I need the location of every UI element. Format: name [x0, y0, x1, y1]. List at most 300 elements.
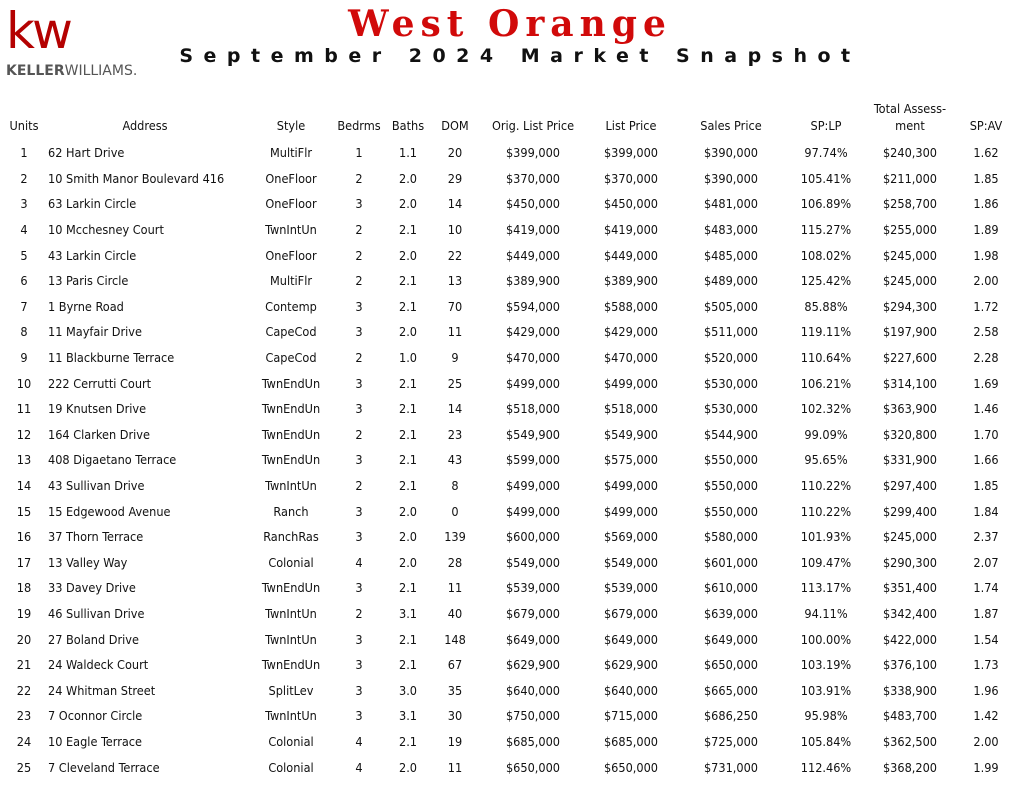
cell-list-price: $399,000	[603, 145, 659, 161]
cell-list-price: $470,000	[603, 350, 659, 366]
cell-style: Colonial	[268, 759, 314, 775]
cell-style: SplitLev	[268, 682, 314, 698]
header-baths: Baths	[391, 118, 425, 133]
cell-sp-lp: 99.09%	[804, 426, 848, 442]
cell-list-price: $429,000	[603, 324, 659, 340]
cell-list-price: $450,000	[603, 196, 659, 212]
cell-list-price: $499,000	[603, 503, 659, 519]
cell-baths: 2.1	[398, 580, 417, 596]
cell-bedrms: 1	[355, 145, 363, 161]
cell-unit: 10	[16, 375, 32, 391]
cell-style: RanchRas	[263, 529, 319, 545]
cell-sales-price: $489,000	[703, 273, 759, 289]
cell-sp-av: 1.62	[973, 145, 999, 161]
cell-baths: 2.0	[398, 324, 417, 340]
cell-dom: 148	[444, 631, 466, 647]
cell-orig-list-price: $470,000	[505, 350, 561, 366]
cell-address: 408 Digaetano Terrace	[48, 452, 177, 468]
cell-address: 11 Mayfair Drive	[48, 324, 142, 340]
cell-style: TwnIntUn	[265, 708, 317, 724]
cell-unit: 4	[20, 222, 28, 238]
cell-total-assessment: $258,700	[882, 196, 938, 212]
cell-sp-av: 1.89	[973, 222, 999, 238]
cell-total-assessment: $483,700	[882, 708, 938, 724]
cell-bedrms: 3	[355, 196, 363, 212]
cell-sales-price: $650,000	[703, 657, 759, 673]
header-units: Units	[9, 118, 39, 133]
cell-total-assessment: $376,100	[882, 657, 938, 673]
cell-bedrms: 3	[355, 657, 363, 673]
cell-dom: 14	[447, 401, 463, 417]
table-header-row	[6, 94, 1016, 140]
cell-orig-list-price: $600,000	[505, 529, 561, 545]
table-row	[6, 729, 1016, 755]
keller-williams-logo	[6, 2, 146, 79]
cell-list-price: $370,000	[603, 170, 659, 186]
cell-style: TwnEndUn	[261, 401, 321, 417]
table-row	[6, 166, 1016, 192]
header-sp-av: SP:AV	[969, 118, 1003, 133]
cell-style: OneFloor	[265, 196, 317, 212]
header-orig-list-price: Orig. List Price	[491, 118, 575, 133]
cell-sales-price: $511,000	[703, 324, 759, 340]
cell-bedrms: 2	[355, 426, 363, 442]
cell-unit: 22	[16, 682, 32, 698]
cell-unit: 13	[16, 452, 32, 468]
cell-baths: 2.0	[398, 529, 417, 545]
cell-orig-list-price: $594,000	[505, 298, 561, 314]
cell-style: TwnEndUn	[261, 452, 321, 468]
cell-address: 37 Thorn Terrace	[48, 529, 144, 545]
cell-address: 13 Valley Way	[48, 554, 128, 570]
cell-sp-lp: 103.19%	[800, 657, 852, 673]
cell-orig-list-price: $429,000	[505, 324, 561, 340]
cell-sales-price: $390,000	[703, 170, 759, 186]
cell-dom: 25	[447, 375, 463, 391]
cell-sp-lp: 110.64%	[800, 350, 852, 366]
cell-sales-price: $483,000	[703, 222, 759, 238]
cell-orig-list-price: $750,000	[505, 708, 561, 724]
table-row	[6, 242, 1016, 268]
table-row	[6, 550, 1016, 576]
cell-sales-price: $639,000	[703, 605, 759, 621]
cell-address: 222 Cerrutti Court	[48, 375, 152, 391]
cell-address: 27 Boland Drive	[48, 631, 139, 647]
table-row	[6, 498, 1016, 524]
cell-sp-av: 1.84	[973, 503, 999, 519]
cell-dom: 70	[447, 298, 463, 314]
cell-sp-av: 2.58	[973, 324, 999, 340]
cell-sales-price: $665,000	[703, 682, 759, 698]
table-row	[6, 473, 1016, 499]
cell-total-assessment: $422,000	[882, 631, 938, 647]
cell-list-price: $419,000	[603, 222, 659, 238]
cell-dom: 9	[451, 350, 459, 366]
cell-style: Ranch	[273, 503, 309, 519]
cell-sp-lp: 95.98%	[804, 708, 848, 724]
cell-list-price: $499,000	[603, 375, 659, 391]
cell-sp-av: 1.96	[973, 682, 999, 698]
cell-address: 10 Mcchesney Court	[48, 222, 164, 238]
cell-sp-lp: 109.47%	[800, 554, 852, 570]
cell-orig-list-price: $685,000	[505, 733, 561, 749]
cell-list-price: $685,000	[603, 733, 659, 749]
cell-sales-price: $550,000	[703, 503, 759, 519]
cell-address: 43 Sullivan Drive	[48, 478, 145, 494]
cell-sales-price: $550,000	[703, 478, 759, 494]
table-row	[6, 396, 1016, 422]
cell-sp-lp: 85.88%	[804, 298, 848, 314]
cell-sp-lp: 110.22%	[800, 503, 852, 519]
cell-unit: 24	[16, 733, 32, 749]
cell-baths: 2.0	[398, 247, 417, 263]
cell-bedrms: 2	[355, 222, 363, 238]
page-subtitle: September 2024 Market Snapshot	[179, 45, 861, 67]
cell-unit: 8	[20, 324, 28, 340]
cell-baths: 2.1	[398, 657, 417, 673]
cell-sp-lp: 110.22%	[800, 478, 852, 494]
cell-unit: 21	[16, 657, 32, 673]
cell-orig-list-price: $629,900	[505, 657, 561, 673]
cell-address: 11 Blackburne Terrace	[48, 350, 175, 366]
cell-sp-av: 1.70	[973, 426, 999, 442]
header-sales-price: Sales Price	[700, 118, 762, 133]
cell-address: 10 Smith Manor Boulevard 416	[48, 170, 225, 186]
table-row	[6, 754, 1016, 780]
cell-style: MultiFlr	[269, 273, 313, 289]
cell-sp-lp: 106.21%	[800, 375, 852, 391]
cell-dom: 35	[447, 682, 463, 698]
cell-style: Contemp	[265, 298, 317, 314]
cell-sp-av: 1.69	[973, 375, 999, 391]
cell-style: Colonial	[268, 733, 314, 749]
cell-dom: 0	[451, 503, 459, 519]
cell-total-assessment: $294,300	[882, 298, 938, 314]
cell-address: 164 Clarken Drive	[48, 426, 150, 442]
cell-baths: 2.1	[398, 298, 417, 314]
cell-address: 24 Waldeck Court	[48, 657, 149, 673]
cell-total-assessment: $363,900	[882, 401, 938, 417]
cell-sp-av: 1.54	[973, 631, 999, 647]
cell-address: 43 Larkin Circle	[48, 247, 137, 263]
cell-unit: 23	[16, 708, 32, 724]
cell-address: 15 Edgewood Avenue	[48, 503, 171, 519]
cell-bedrms: 3	[355, 631, 363, 647]
cell-sp-av: 1.87	[973, 605, 999, 621]
cell-bedrms: 3	[355, 298, 363, 314]
cell-total-assessment: $314,100	[882, 375, 938, 391]
cell-total-assessment: $368,200	[882, 759, 938, 775]
cell-style: TwnEndUn	[261, 426, 321, 442]
table-row	[6, 319, 1016, 345]
cell-orig-list-price: $549,000	[505, 554, 561, 570]
cell-list-price: $549,000	[603, 554, 659, 570]
table-row	[6, 217, 1016, 243]
cell-dom: 23	[447, 426, 463, 442]
cell-baths: 2.0	[398, 554, 417, 570]
cell-dom: 10	[447, 222, 463, 238]
cell-sp-lp: 113.17%	[800, 580, 852, 596]
cell-unit: 5	[20, 247, 28, 263]
cell-total-assessment: $299,400	[882, 503, 938, 519]
cell-list-price: $518,000	[603, 401, 659, 417]
cell-address: 33 Davey Drive	[48, 580, 136, 596]
cell-style: TwnEndUn	[261, 580, 321, 596]
cell-bedrms: 2	[355, 247, 363, 263]
header-sp-lp: SP:LP	[810, 118, 842, 133]
cell-orig-list-price: $499,000	[505, 478, 561, 494]
table-row	[6, 140, 1016, 166]
cell-list-price: $588,000	[603, 298, 659, 314]
cell-total-assessment: $255,000	[882, 222, 938, 238]
cell-style: TwnIntUn	[265, 478, 317, 494]
cell-baths: 2.1	[398, 222, 417, 238]
cell-sp-lp: 100.00%	[800, 631, 852, 647]
cell-sp-av: 2.00	[973, 733, 999, 749]
cell-bedrms: 4	[355, 554, 363, 570]
table-row	[6, 601, 1016, 627]
table-row	[6, 677, 1016, 703]
cell-dom: 40	[447, 605, 463, 621]
cell-address: 46 Sullivan Drive	[48, 605, 145, 621]
table-row	[6, 447, 1016, 473]
cell-baths: 2.1	[398, 401, 417, 417]
table-row	[6, 652, 1016, 678]
cell-unit: 15	[16, 503, 32, 519]
cell-bedrms: 3	[355, 401, 363, 417]
cell-sales-price: $725,000	[703, 733, 759, 749]
cell-sales-price: $686,250	[703, 708, 759, 724]
cell-orig-list-price: $650,000	[505, 759, 561, 775]
cell-sp-lp: 103.91%	[800, 682, 852, 698]
cell-list-price: $575,000	[603, 452, 659, 468]
cell-sp-lp: 119.11%	[800, 324, 852, 340]
cell-dom: 22	[447, 247, 463, 263]
cell-list-price: $389,900	[603, 273, 659, 289]
cell-unit: 18	[16, 580, 32, 596]
cell-baths: 2.0	[398, 759, 417, 775]
cell-baths: 3.1	[398, 605, 417, 621]
cell-total-assessment: $331,900	[882, 452, 938, 468]
cell-style: TwnIntUn	[265, 222, 317, 238]
cell-dom: 19	[447, 733, 463, 749]
cell-sales-price: $481,000	[703, 196, 759, 212]
cell-bedrms: 3	[355, 682, 363, 698]
cell-orig-list-price: $399,000	[505, 145, 561, 161]
cell-orig-list-price: $679,000	[505, 605, 561, 621]
cell-sp-lp: 112.46%	[800, 759, 852, 775]
cell-bedrms: 2	[355, 350, 363, 366]
cell-dom: 11	[447, 324, 463, 340]
cell-sp-av: 1.72	[973, 298, 999, 314]
cell-baths: 2.1	[398, 733, 417, 749]
table-row	[6, 294, 1016, 320]
cell-sp-av: 1.86	[973, 196, 999, 212]
cell-dom: 14	[447, 196, 463, 212]
cell-sales-price: $520,000	[703, 350, 759, 366]
cell-total-assessment: $351,400	[882, 580, 938, 596]
cell-orig-list-price: $499,000	[505, 503, 561, 519]
header-bedrms: Bedrms	[337, 118, 381, 133]
cell-bedrms: 4	[355, 733, 363, 749]
cell-list-price: $715,000	[603, 708, 659, 724]
cell-total-assessment: $362,500	[882, 733, 938, 749]
cell-orig-list-price: $549,900	[505, 426, 561, 442]
cell-unit: 16	[16, 529, 32, 545]
cell-total-assessment: $227,600	[882, 350, 938, 366]
cell-sales-price: $649,000	[703, 631, 759, 647]
cell-total-assessment: $245,000	[882, 247, 938, 263]
cell-sales-price: $530,000	[703, 401, 759, 417]
cell-sp-lp: 115.27%	[800, 222, 852, 238]
cell-style: Colonial	[268, 554, 314, 570]
cell-address: 62 Hart Drive	[48, 145, 125, 161]
cell-list-price: $569,000	[603, 529, 659, 545]
cell-bedrms: 2	[355, 170, 363, 186]
cell-sp-av: 1.85	[973, 170, 999, 186]
cell-unit: 6	[20, 273, 28, 289]
header-list-price: List Price	[605, 118, 657, 133]
cell-total-assessment: $245,000	[882, 273, 938, 289]
cell-sp-av: 1.73	[973, 657, 999, 673]
cell-sales-price: $485,000	[703, 247, 759, 263]
market-snapshot-table	[6, 94, 1016, 780]
cell-list-price: $640,000	[603, 682, 659, 698]
cell-baths: 2.1	[398, 426, 417, 442]
table-row	[6, 345, 1016, 371]
cell-orig-list-price: $518,000	[505, 401, 561, 417]
cell-dom: 11	[447, 759, 463, 775]
cell-dom: 29	[447, 170, 463, 186]
cell-sp-lp: 97.74%	[804, 145, 848, 161]
cell-dom: 139	[444, 529, 466, 545]
cell-orig-list-price: $499,000	[505, 375, 561, 391]
cell-unit: 12	[16, 426, 32, 442]
cell-baths: 2.1	[398, 631, 417, 647]
cell-style: CapeCod	[265, 324, 317, 340]
cell-orig-list-price: $419,000	[505, 222, 561, 238]
cell-sp-lp: 102.32%	[800, 401, 852, 417]
cell-sp-av: 1.66	[973, 452, 999, 468]
cell-bedrms: 3	[355, 708, 363, 724]
table-row	[6, 575, 1016, 601]
cell-sp-av: 1.85	[973, 478, 999, 494]
cell-sales-price: $580,000	[703, 529, 759, 545]
cell-total-assessment: $320,800	[882, 426, 938, 442]
cell-sp-av: 1.98	[973, 247, 999, 263]
cell-dom: 30	[447, 708, 463, 724]
cell-baths: 3.0	[398, 682, 417, 698]
cell-address: 7 Oconnor Circle	[48, 708, 143, 724]
cell-bedrms: 3	[355, 452, 363, 468]
cell-sp-av: 2.07	[973, 554, 999, 570]
cell-total-assessment: $240,300	[882, 145, 938, 161]
cell-list-price: $650,000	[603, 759, 659, 775]
cell-sp-lp: 105.41%	[800, 170, 852, 186]
cell-total-assessment: $290,300	[882, 554, 938, 570]
cell-baths: 2.1	[398, 452, 417, 468]
cell-sp-lp: 101.93%	[800, 529, 852, 545]
cell-total-assessment: $211,000	[882, 170, 938, 186]
cell-unit: 9	[20, 350, 28, 366]
cell-sp-av: 1.74	[973, 580, 999, 596]
keller-williams-wordmark	[6, 63, 137, 79]
cell-style: OneFloor	[265, 247, 317, 263]
cell-orig-list-price: $640,000	[505, 682, 561, 698]
cell-address: 13 Paris Circle	[48, 273, 129, 289]
table-row	[6, 422, 1016, 448]
cell-sp-lp: 95.65%	[804, 452, 848, 468]
cell-baths: 2.0	[398, 170, 417, 186]
cell-bedrms: 3	[355, 324, 363, 340]
cell-orig-list-price: $450,000	[505, 196, 561, 212]
kw-logo-mark: kw	[6, 2, 70, 60]
cell-total-assessment: $245,000	[882, 529, 938, 545]
cell-style: OneFloor	[265, 170, 317, 186]
table-row	[6, 191, 1016, 217]
cell-total-assessment: $197,900	[882, 324, 938, 340]
cell-style: MultiFlr	[269, 145, 313, 161]
cell-style: TwnIntUn	[265, 605, 317, 621]
cell-dom: 13	[447, 273, 463, 289]
cell-sp-av: 1.46	[973, 401, 999, 417]
table-row	[6, 703, 1016, 729]
cell-unit: 11	[16, 401, 32, 417]
cell-baths: 2.1	[398, 273, 417, 289]
cell-address: 1 Byrne Road	[48, 298, 124, 314]
cell-sales-price: $505,000	[703, 298, 759, 314]
cell-baths: 3.1	[398, 708, 417, 724]
cell-unit: 25	[16, 759, 32, 775]
cell-baths: 2.0	[398, 503, 417, 519]
cell-list-price: $549,900	[603, 426, 659, 442]
cell-list-price: $539,000	[603, 580, 659, 596]
cell-orig-list-price: $370,000	[505, 170, 561, 186]
cell-orig-list-price: $389,900	[505, 273, 561, 289]
table-row	[6, 370, 1016, 396]
cell-sp-lp: 94.11%	[804, 605, 848, 621]
page-title: West Orange	[348, 3, 672, 45]
cell-dom: 20	[447, 145, 463, 161]
cell-orig-list-price: $449,000	[505, 247, 561, 263]
cell-bedrms: 2	[355, 273, 363, 289]
cell-sales-price: $610,000	[703, 580, 759, 596]
cell-unit: 7	[20, 298, 28, 314]
cell-sp-lp: 105.84%	[800, 733, 852, 749]
cell-bedrms: 3	[355, 580, 363, 596]
cell-list-price: $499,000	[603, 478, 659, 494]
cell-style: CapeCod	[265, 350, 317, 366]
wordmark-keller: KELLER	[6, 63, 65, 79]
table-row	[6, 626, 1016, 652]
header-dom: DOM	[441, 118, 469, 133]
cell-address: 7 Cleveland Terrace	[48, 759, 160, 775]
header-total-assessment-line2: ment	[895, 118, 925, 133]
cell-sp-lp: 125.42%	[800, 273, 852, 289]
cell-baths: 1.1	[398, 145, 417, 161]
cell-bedrms: 3	[355, 503, 363, 519]
cell-baths: 2.1	[398, 375, 417, 391]
header-total-assessment-line1: Total Assess-	[873, 101, 947, 116]
cell-orig-list-price: $599,000	[505, 452, 561, 468]
cell-bedrms: 3	[355, 375, 363, 391]
cell-orig-list-price: $649,000	[505, 631, 561, 647]
cell-address: 63 Larkin Circle	[48, 196, 137, 212]
header-total-assessment	[864, 94, 956, 140]
cell-address: 10 Eagle Terrace	[48, 733, 143, 749]
cell-dom: 43	[447, 452, 463, 468]
cell-sales-price: $544,900	[703, 426, 759, 442]
